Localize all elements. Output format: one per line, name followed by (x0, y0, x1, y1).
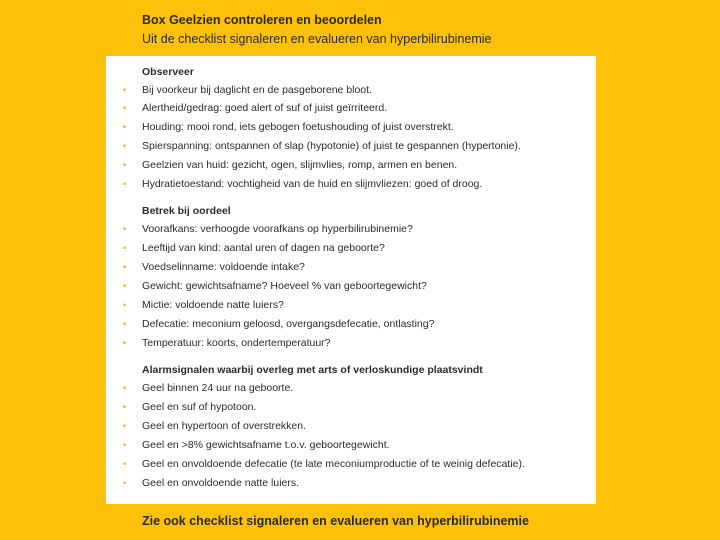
list-item-text: Mictie: voldoende natte luiers? (142, 299, 284, 311)
list-item-text: Geel en >8% gewichtsafname t.o.v. geboortegewicht. (142, 439, 390, 451)
list-item-text: Gewicht: gewichtsafname? Hoeveel % van geboortegewicht? (142, 280, 427, 292)
list-item (106, 458, 596, 476)
list-item (106, 318, 596, 336)
bullet-icon: • (123, 478, 127, 488)
footer-reference: Zie ook checklist signaleren en evalueren van hyperbilirubinemie (142, 514, 529, 528)
list-item (106, 242, 596, 260)
box-subtitle: Uit de checklist signaleren en evalueren van hyperbilirubinemie (142, 32, 492, 46)
bullet-icon: • (123, 262, 127, 272)
list-item-text: Alertheid/gedrag: goed alert of suf of juist geïrriteerd. (142, 102, 388, 114)
box-title: Box Geelzien controleren en beoordelen (142, 13, 382, 27)
list-item-text: Geelzien van huid: gezicht, ogen, slijmvlies, romp, armen en benen. (142, 159, 458, 171)
bullet-icon: • (123, 421, 127, 431)
list-item (106, 401, 596, 419)
bullet-icon: • (123, 141, 127, 151)
list-item-text: Geel binnen 24 uur na geboorte. (142, 382, 294, 394)
list-item (106, 420, 596, 438)
list-item (106, 121, 596, 139)
bullet-icon: • (123, 402, 127, 412)
checklist-panel (106, 56, 596, 504)
list-item-text: Houding: mooi rond, iets gebogen foetushouding of juist overstrekt. (142, 121, 454, 133)
list-item (106, 280, 596, 298)
list-item-text: Geel en onvoldoende defecatie (te late meconiumproductie of te weinig defecatie). (142, 458, 525, 470)
list-item (106, 477, 596, 495)
bullet-icon: • (123, 103, 127, 113)
bullet-icon: • (123, 300, 127, 310)
bullet-icon: • (123, 281, 127, 291)
list-item (106, 159, 596, 177)
list-item-text: Geel en hypertoon of overstrekken. (142, 420, 307, 432)
list-item (106, 439, 596, 457)
section-title: Betrek bij oordeel (142, 205, 231, 217)
bullet-icon: • (123, 122, 127, 132)
bullet-icon: • (123, 160, 127, 170)
list-item (106, 178, 596, 196)
bullet-icon: • (123, 319, 127, 329)
section-title: Observeer (142, 66, 194, 78)
list-item (106, 223, 596, 241)
list-item-text: Voorafkans: verhoogde voorafkans op hyperbilirubinemie? (142, 223, 413, 235)
list-item (106, 102, 596, 120)
checklist-box (106, 0, 596, 540)
list-item (106, 140, 596, 158)
section-title: Alarmsignalen waarbij overleg met arts of verloskundige plaatsvindt (142, 364, 483, 376)
right-margin (596, 0, 720, 540)
bullet-icon: • (123, 179, 127, 189)
list-item-text: Hydratietoestand: vochtigheid van de huid en slijmvliezen: goed of droog. (142, 178, 483, 190)
list-item-text: Voedselinname: voldoende intake? (142, 261, 305, 273)
bullet-icon: • (123, 383, 127, 393)
bullet-icon: • (123, 243, 127, 253)
bullet-icon: • (123, 338, 127, 348)
list-item-text: Defecatie: meconium geloosd, overgangsdefecatie, ontlasting? (142, 318, 435, 330)
list-item-text: Geel en suf of hypotoon. (142, 401, 257, 413)
list-item-text: Leeftijd van kind: aantal uren of dagen na geboorte? (142, 242, 385, 254)
list-item (106, 382, 596, 400)
box-footer (106, 504, 596, 540)
bullet-icon: • (123, 459, 127, 469)
list-item-text: Bij voorkeur bij daglicht en de pasgeborene bloot. (142, 84, 372, 96)
list-item (106, 337, 596, 355)
box-header (106, 0, 596, 56)
list-item-text: Temperatuur: koorts, ondertemperatuur? (142, 337, 331, 349)
bullet-icon: • (123, 85, 127, 95)
list-item-text: Spierspanning: ontspannen of slap (hypotonie) of juist te gespannen (hypertonie). (142, 140, 521, 152)
left-margin (0, 0, 106, 540)
bullet-icon: • (123, 224, 127, 234)
list-item (106, 261, 596, 279)
bullet-icon: • (123, 440, 127, 450)
list-item-text: Geel en onvoldoende natte luiers. (142, 477, 300, 489)
list-item (106, 299, 596, 317)
list-item (106, 84, 596, 102)
